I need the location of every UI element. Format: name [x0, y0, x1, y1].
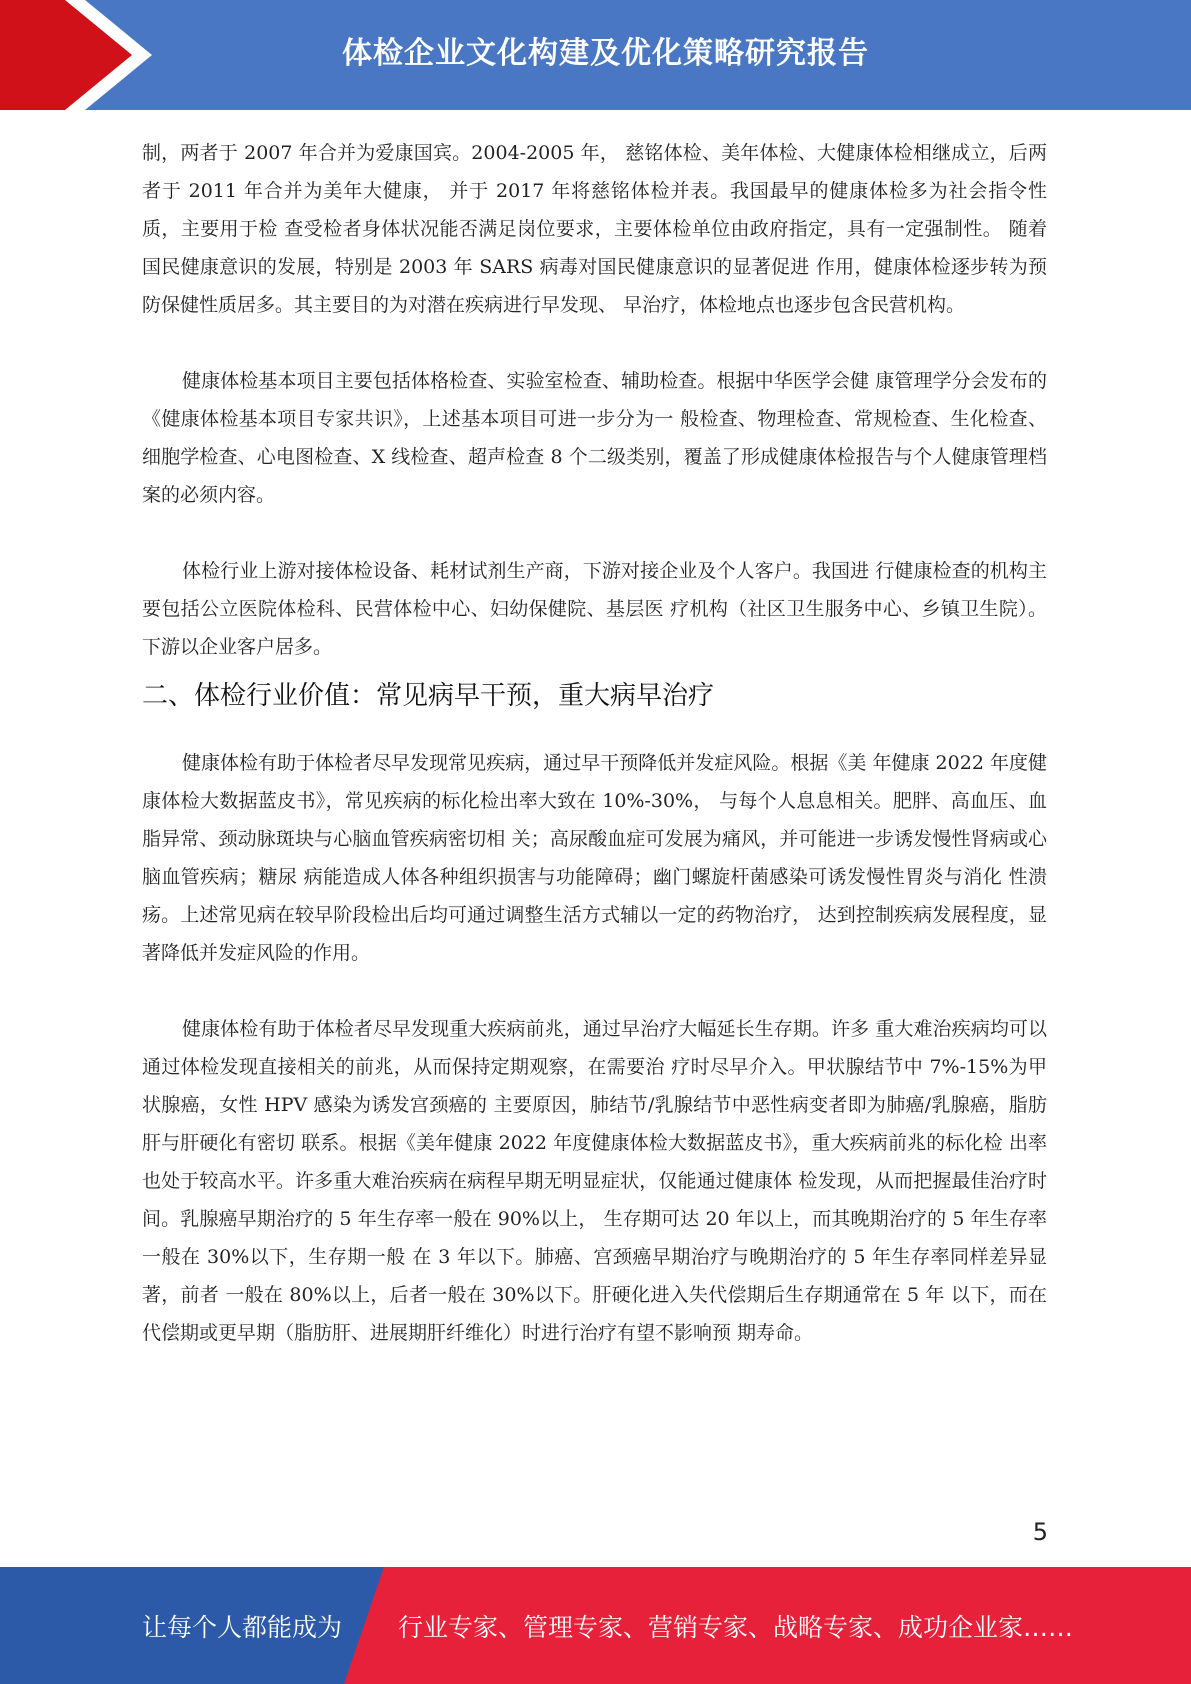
document-body — [142, 134, 1047, 1352]
paragraph-major-disease: 健康体检有助于体检者尽早发现重大疾病前兆，通过早治疗大幅延长生存期。许多 重大难治疾病均可以通过体检发现直接相关的前兆，从而保持定期观察，在需要治 疗时尽早介入。甲状腺结节中 7%-15%为甲状腺癌，女性 HPV 感染为诱发宫颈癌的 主要原因，肺结节/乳腺结节中恶性病变者即为肺癌/乳腺癌，脂肪肝与肝硬化有密切 联系。根据《美年健康 2022 年度健康体检大数据蓝皮书》，重大疾病前兆的标化检 出率也处于较高水平。许多重大难治疾病在病程早期无明显症状，仅能通过健康体 检发现，从而把握最佳治疗时间。乳腺癌早期治疗的 5 年生存率一般在 90%以上， 生存期可达 20 年以上，而其晚期治疗的 5 年生存率一般在 30%以下，生存期一般 在 3 年以下。肺癌、宫颈癌早期治疗与晚期治疗的 5 年生存率同样差异显著，前者 一般在 80%以上，后者一般在 30%以下。肝硬化进入失代偿期后生存期通常在 5 年 以下，而在代偿期或更早期（脂肪肝、进展期肝纤维化）时进行治疗有望不影响预 期寿命。 — [142, 1018, 1047, 1344]
page-number: 5 — [1032, 1518, 1048, 1546]
paragraph-industry-chain: 体检行业上游对接体检设备、耗材试剂生产商，下游对接企业及个人客户。我国进 行健康检查的机构主要包括公立医院体检科、民营体检中心、妇幼保健院、基层医 疗机构（社区卫生服务中心、乡镇卫生院）。下游以企业客户居多。 — [142, 560, 1047, 658]
report-title: 体检企业文化构建及优化策略研究报告 — [342, 36, 869, 71]
paragraph-common-disease: 健康体检有助于体检者尽早发现常见疾病，通过早干预降低并发症风险。根据《美 年健康 2022 年度健康体检大数据蓝皮书》，常见疾病的标化检出率大致在 10%-30%， 与每个人息息相关。肥胖、高血压、血脂异常、颈动脉斑块与心脑血管疾病密切相 关；高尿酸血症可发展为痛风，并可能进一步诱发慢性肾病或心脑血管疾病；糖尿 病能造成人体各种组织损害与功能障碍；幽门螺旋杆菌感染可诱发慢性胃炎与消化 性溃疡。上述常见病在较早阶段检出后均可通过调整生活方式辅以一定的药物治疗， 达到控制疾病发展程度，显著降低并发症风险的作用。 — [142, 752, 1047, 964]
section-heading: 二、体检行业价值：常见病早干预，重大病早治疗 — [142, 681, 715, 711]
paragraph-history: 制，两者于 2007 年合并为爱康国宾。2004-2005 年， 慈铭体检、美年体检、大健康体检相继成立，后两者于 2011 年合并为美年大健康， 并于 2017 年将慈铭体检并表。我国最早的健康体检多为社会指令性质，主要用于检 查受检者身体状况能否满足岗位要求，主要体检单位由政府指定，具有一定强制性。 随着国民健康意识的发展，特别是 2003 年 SARS 病毒对国民健康意识的显著促进 作用，健康体检逐步转为预防保健性质居多。其主要目的为对潜在疾病进行早发现、 早治疗，体检地点也逐步包含民营机构。 — [142, 142, 1047, 316]
page-header — [0, 0, 1191, 110]
page-footer — [0, 1567, 1191, 1684]
footer-slogan-right: 行业专家、管理专家、营销专家、战略专家、成功企业家…… — [398, 1612, 1074, 1642]
paragraph-basic-items: 健康体检基本项目主要包括体格检查、实验室检查、辅助检查。根据中华医学会健 康管理学分会发布的《健康体检基本项目专家共识》，上述基本项目可进一步分为一 般检查、物理检查、常规检查、生化检查、细胞学检查、心电图检查、X 线检查、超声检查 8 个二级类别，覆盖了形成健康体检报告与个人健康管理档案的必须内容。 — [142, 370, 1047, 506]
footer-slogan-left: 让每个人都能成为 — [142, 1612, 343, 1642]
